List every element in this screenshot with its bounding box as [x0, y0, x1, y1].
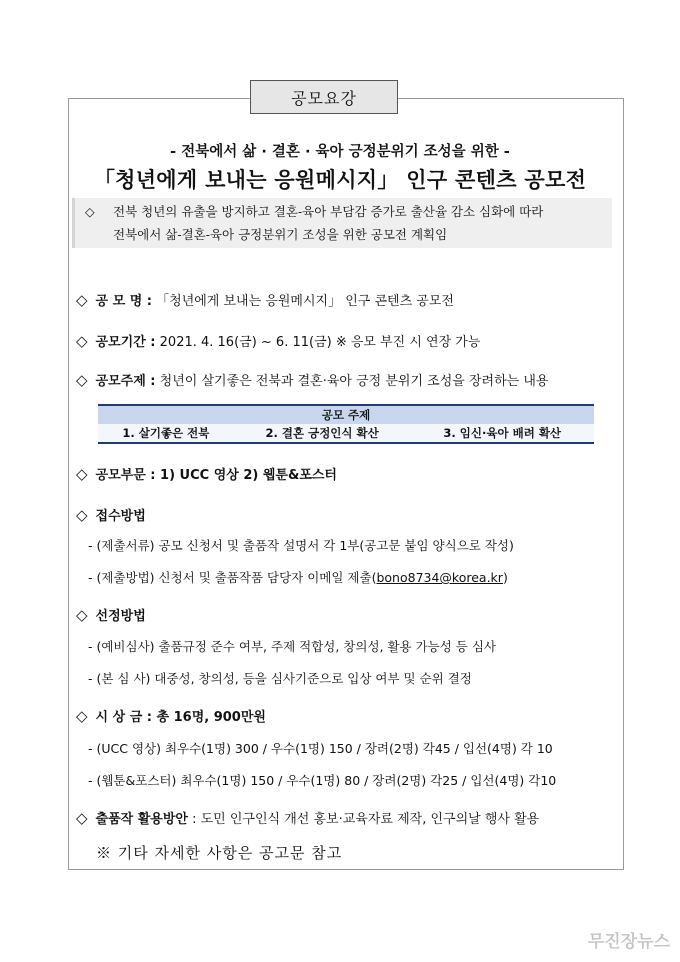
- reference-note: ※ 기타 자세한 사항은 공고문 참고: [96, 844, 343, 862]
- item-value: 청년이 살기좋은 전북과 결혼·육아 긍정 분위기 조성을 장려하는 내용: [155, 374, 549, 389]
- document-subtitle: - 전북에서 삶 · 결혼 · 육아 긍정분위기 조성을 위한 -: [170, 144, 510, 160]
- item-contest-name: [76, 290, 454, 309]
- item-period: [76, 331, 480, 350]
- theme-cell-3: 3. 임신·육아 배려 확산: [410, 424, 594, 443]
- theme-cell-2: 2. 결혼 긍정인식 확산: [234, 424, 411, 443]
- diamond-icon: ◇: [76, 332, 88, 350]
- intro-box: [72, 198, 612, 248]
- diamond-icon: ◇: [85, 204, 95, 219]
- item-label: 공모기간 :: [95, 335, 156, 350]
- diamond-icon: ◇: [76, 707, 88, 725]
- item-label: 접수방법: [95, 509, 146, 524]
- submission-line-2-close: ): [502, 570, 508, 585]
- item-label: 선정방법: [95, 609, 146, 624]
- theme-table-row: [98, 424, 594, 443]
- prize-line-1: - (UCC 영상) 최우수(1명) 300 / 우수(1명) 150 / 장려(2명) 각45 / 입선(4명) 각 10: [88, 741, 553, 756]
- watermark: 무진장뉴스: [587, 932, 670, 952]
- submission-line-2-text: - (제출방법) 신청서 및 출품작품 담당자 이메일 제출(: [88, 570, 377, 585]
- item-value: 「청년에게 보내는 응원메시지」 인구 콘텐츠 공모전: [152, 294, 454, 309]
- item-value: : 도민 인구인식 개선 홍보·교육자료 제작, 인구의날 행사 활용: [187, 812, 540, 827]
- intro-text-1: 전북 청년의 유출을 방지하고 결혼-육아 부담감 증가로 출산율 감소 심화에 따라: [113, 204, 544, 219]
- diamond-icon: ◇: [76, 465, 88, 483]
- item-label: 시 상 금 : 총 16명, 900만원: [95, 710, 266, 725]
- theme-table-header: 공모 주제: [98, 405, 594, 424]
- item-theme: [76, 370, 548, 389]
- theme-table-header-row: [98, 405, 594, 424]
- diamond-icon: ◇: [76, 606, 88, 624]
- diamond-icon: ◇: [76, 809, 88, 827]
- item-category: [76, 464, 337, 483]
- intro-line-1: [85, 199, 543, 224]
- selection-line-1: - (예비심사) 출품규정 준수 여부, 주제 적합성, 창의성, 활용 가능성 등 심사: [88, 639, 496, 654]
- item-label: 공 모 명 :: [95, 294, 152, 309]
- document-title: 「청년에게 보내는 응원메시지」 인구 콘텐츠 공모전: [93, 168, 587, 192]
- submission-line-2: [88, 568, 508, 586]
- selection-line-2: - (본 심 사) 대중성, 창의성, 등을 심사기준으로 입상 여부 및 순위 결정: [88, 671, 472, 686]
- theme-table: [98, 404, 594, 444]
- item-usage: [76, 808, 539, 827]
- section-title: 공모요강: [291, 88, 357, 108]
- email-link[interactable]: bono8734@korea.kr: [376, 570, 503, 585]
- diamond-icon: ◇: [76, 291, 88, 309]
- section-title-box: [250, 80, 398, 114]
- submission-line-1: - (제출서류) 공모 신청서 및 출품작 설명서 각 1부(공고문 붙임 양식으로 작성): [88, 538, 514, 553]
- item-selection: [76, 605, 146, 624]
- theme-cell-1: 1. 살기좋은 전북: [98, 424, 234, 443]
- item-label: 공모부문 : 1) UCC 영상 2) 웹툰&포스터: [95, 468, 337, 483]
- item-label: 공모주제 :: [95, 374, 156, 389]
- item-label: 출품작 활용방안: [95, 812, 188, 827]
- prize-line-2: - (웹툰&포스터) 최우수(1명) 150 / 우수(1명) 80 / 장려(2명) 각25 / 입선(4명) 각10: [88, 773, 557, 788]
- item-submission: [76, 505, 146, 524]
- intro-line-2: 전북에서 삶-결혼-육아 긍정분위기 조성을 위한 공모전 계획임: [113, 227, 448, 242]
- diamond-icon: ◇: [76, 371, 88, 389]
- item-prize: [76, 706, 266, 725]
- diamond-icon: ◇: [76, 506, 88, 524]
- item-value: 2021. 4. 16(금) ~ 6. 11(금) ※ 응모 부진 시 연장 가능: [155, 335, 481, 350]
